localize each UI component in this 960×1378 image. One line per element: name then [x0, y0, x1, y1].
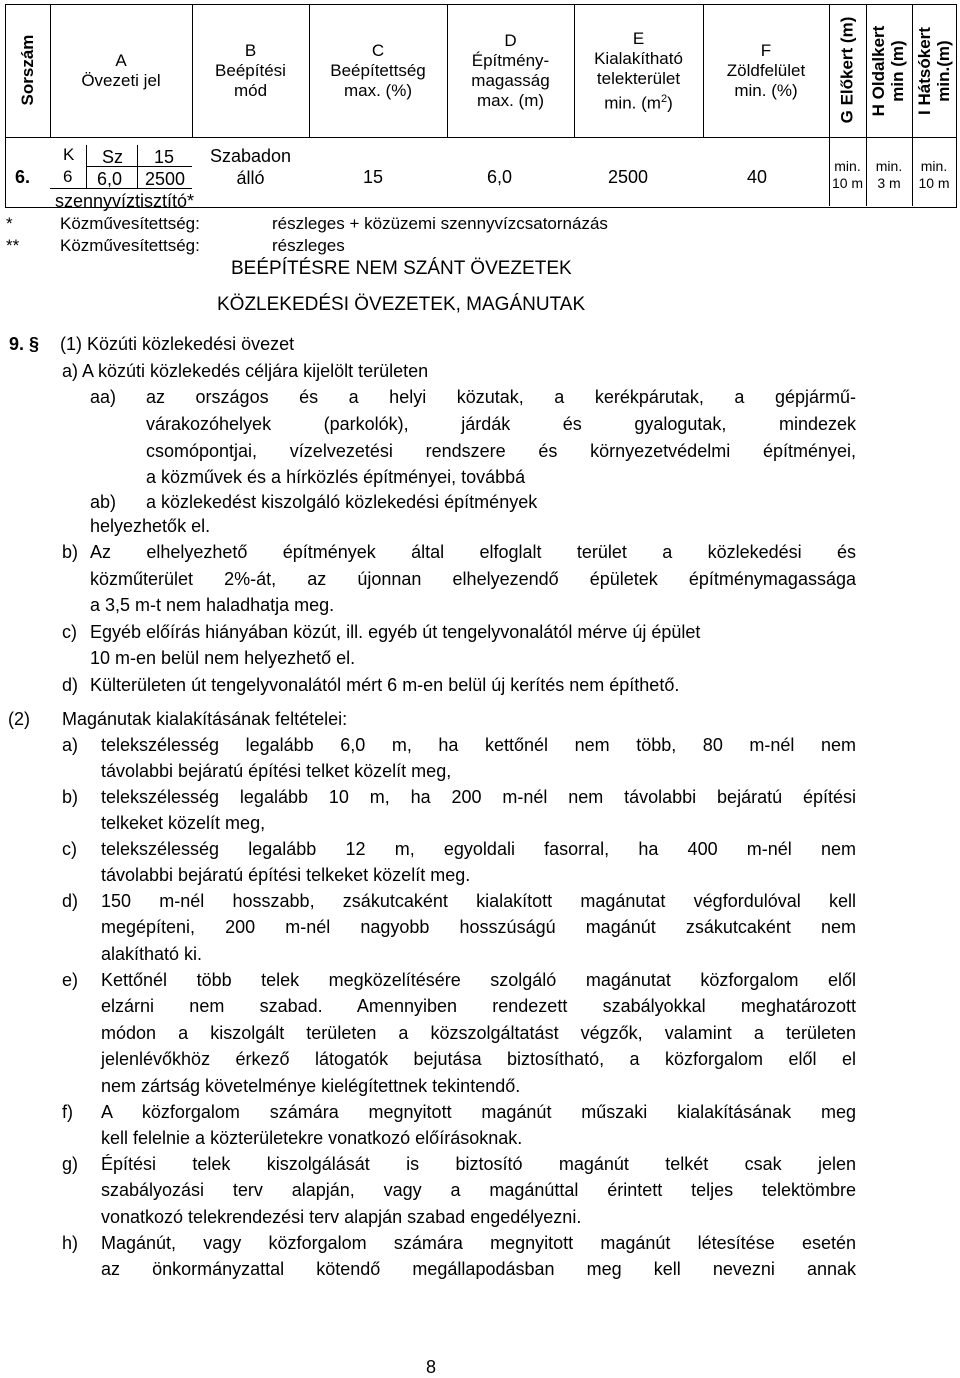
row-c: 15	[363, 167, 384, 187]
section-2-item-g-line-1: Építési telek kiszolgálását is biztosító magánút telkét csak jelen	[101, 1154, 856, 1174]
section-2-item-d-line-1: 150 m-nél hosszabb, zsákutcaként kialakított magánutat végfordulóval kell	[101, 891, 856, 911]
para-c-line-1: Egyéb előírás hiányában közút, ill. egyéb út tengelyvonalától mérve új épület	[90, 622, 701, 642]
section-2-item-b-line-2: telkeket közelít meg,	[101, 813, 266, 834]
row-h: min. 3 m	[875, 158, 903, 191]
section-2-item-d-label: d)	[62, 891, 79, 911]
header-h: H Oldalkert min (m)	[869, 25, 907, 117]
para-d-label: d)	[62, 675, 79, 695]
section-2-item-g-line-3: vonatkozó telekrendezési terv alapján szabad engedélyezni.	[101, 1206, 582, 1227]
para-c-label: c)	[62, 622, 77, 642]
section-2-item-e-label: e)	[62, 970, 79, 990]
row-number: 6.	[15, 167, 31, 187]
row-d: 6,0	[487, 167, 513, 187]
section-2-title: Magánutak kialakításának feltételei:	[62, 709, 348, 729]
section-2-item-a-line-2: távolabbi bejáratú építési telket közelít meg,	[101, 761, 452, 782]
section-2-item-e-line-1: Kettőnél több telek megközelítésére szolgáló magánutat közforgalom elől	[101, 970, 856, 990]
header-g: G Előkert (m)	[837, 16, 857, 124]
section-2-number: (2)	[8, 709, 30, 729]
section-2-item-g-line-2: szabályozási terv alapján, vagy a magánúttal érintett teljes telektömbre	[101, 1180, 856, 1201]
section-2-item-a-line-1: telekszélesség legalább 6,0 m, ha kettőnél nem több, 80 m-nél nem	[101, 735, 856, 755]
note-2-label: Közművesítettség:	[60, 236, 200, 255]
para-ab-label: ab)	[90, 492, 117, 512]
section-2-item-e-line-4: jelenlévőkhöz érkező látogatók bejutása biztosítható, a közforgalom elől el	[101, 1049, 856, 1070]
section-2-item-h-line-2: az önkormányzattal kötendő megállapodásban meg kell nevezni annak	[101, 1259, 856, 1280]
zone-area: 2500	[145, 169, 186, 189]
section-2-item-d-line-3: alakítható ki.	[101, 943, 203, 964]
para-ab-line-1: a közlekedést kiszolgáló közlekedési építmények	[146, 492, 538, 512]
section-2-item-f-line-1: A közforgalom számára megnyitott magánút műszaki kialakításának meg	[101, 1102, 856, 1122]
para-b-line-3: a 3,5 m-t nem haladhatja meg.	[90, 595, 335, 615]
section-2-item-g-label: g)	[62, 1154, 79, 1174]
para-aa-line-1: az országos és a helyi közutak, a kerékpárutak, a gépjármű-	[146, 387, 856, 407]
page-number: 8	[426, 1357, 437, 1377]
note-1-mark: *	[6, 214, 13, 233]
heading-non-build: BEÉPÍTÉSRE NEM SZÁNT ÖVEZETEK	[231, 258, 572, 279]
header-a: A Övezeti jel	[81, 51, 161, 90]
para-b-line-2: közműterület 2%-át, az újonnan elhelyezendő épületek építménymagassága	[90, 569, 856, 589]
section-2-item-f-line-2: kell felelnie a közterületekre vonatkozó előírásoknak.	[101, 1128, 523, 1149]
header-sorszam: Sorszám	[18, 34, 37, 106]
zone-sz-val: 15	[154, 147, 175, 167]
note-2-mark: **	[6, 236, 20, 255]
section-2-item-d-line-2: megépíteni, 200 m-nél nagyobb hosszúságú magánút zsákutcaként nem	[101, 917, 856, 938]
zoning-table	[5, 4, 957, 211]
section-2-item-c-line-2: távolabbi bejáratú építési telkeket közelít meg.	[101, 865, 471, 886]
section-2-item-h-line-1: Magánút, vagy közforgalom számára megnyitott magánút létesítése esetén	[101, 1233, 856, 1253]
row-e: 2500	[608, 167, 649, 187]
section-2-item-h-label: h)	[62, 1233, 79, 1253]
row-f: 40	[747, 167, 768, 187]
section-2-item-b-line-1: telekszélesség legalább 10 m, ha 200 m-nél nem távolabbi bejáratú építési	[101, 787, 856, 807]
para-ab-line-2: helyezhetők el.	[90, 516, 211, 536]
row-i: min. 10 m	[918, 158, 950, 191]
section-2-item-c-label: c)	[62, 839, 77, 859]
section-9-number: 9. §	[9, 334, 40, 354]
note-1-label: Közművesítettség:	[60, 214, 200, 233]
header-c: C Beépítettség max. (%)	[330, 41, 426, 100]
section-2-item-e-line-5: nem zártság követelménye kielégítettnek tekintendő.	[101, 1075, 521, 1096]
section-2-item-e-line-2: elzárni nem szabad. Amennyiben rendezett szabályokkal meghatározott	[101, 996, 856, 1017]
section-2-item-e-line-3: módon a kiszolgált területen a közszolgáltatást végzők, valamint a területen	[101, 1022, 856, 1043]
zone-code: 6	[63, 167, 73, 186]
para-aa-line-2: várakozóhelyek (parkolók), járdák és gyalogutak, mindezek	[146, 414, 856, 434]
para-d-line-1: Külterületen út tengelyvonalától mért 6 m-en belül új kerítés nem építhető.	[90, 675, 680, 695]
para-a-intro: a) A közúti közlekedés céljára kijelölt területen	[62, 361, 429, 381]
para-aa-line-3: csomópontjai, vízelvezetési rendszere és környezetvédelmi építményei,	[146, 441, 856, 461]
heading-traffic: KÖZLEKEDÉSI ÖVEZETEK, MAGÁNUTAK	[217, 294, 586, 315]
section-2-item-b-label: b)	[62, 787, 79, 807]
note-2-value: részleges	[272, 236, 345, 255]
zone-note: szennyvíztisztító*	[55, 191, 195, 211]
zone-ratio: 6,0	[97, 169, 123, 189]
para-aa-label: aa)	[90, 387, 117, 407]
para-b-line-1: Az elhelyezhető építmények által elfoglalt terület a közlekedési és	[90, 542, 856, 562]
para-c-line-2: 10 m-en belül nem helyezhető el.	[90, 648, 356, 668]
header-f: F Zöldfelület min. (%)	[726, 41, 806, 100]
para-b-label: b)	[62, 542, 79, 562]
header-e: E Kialakítható telekterület min. $(m^2)$	[594, 28, 683, 113]
header-d: D Építmény- magasság max. (m)	[471, 31, 550, 110]
section-2-item-c-line-1: telekszélesség legalább 12 m, egyoldali fasorral, ha 400 m-nél nem	[101, 839, 856, 859]
section-2-item-a-label: a)	[62, 735, 79, 755]
row-b: Szabadon álló	[209, 146, 292, 188]
header-b: B Beépítési mód	[215, 41, 286, 100]
note-1-value: részleges + közüzemi szennyvízcsatornázás	[272, 214, 608, 233]
zone-k: K	[63, 145, 75, 164]
zone-sz: Sz	[102, 147, 124, 167]
section-9-title: (1) Közúti közlekedési övezet	[60, 334, 295, 354]
para-aa-line-4: a közművek és a hírközlés építményei, továbbá	[146, 467, 526, 487]
section-2-item-f-label: f)	[62, 1102, 73, 1122]
row-g: min. 10 m	[831, 158, 864, 191]
header-i: I Hátsókert min.(m)	[915, 27, 953, 115]
